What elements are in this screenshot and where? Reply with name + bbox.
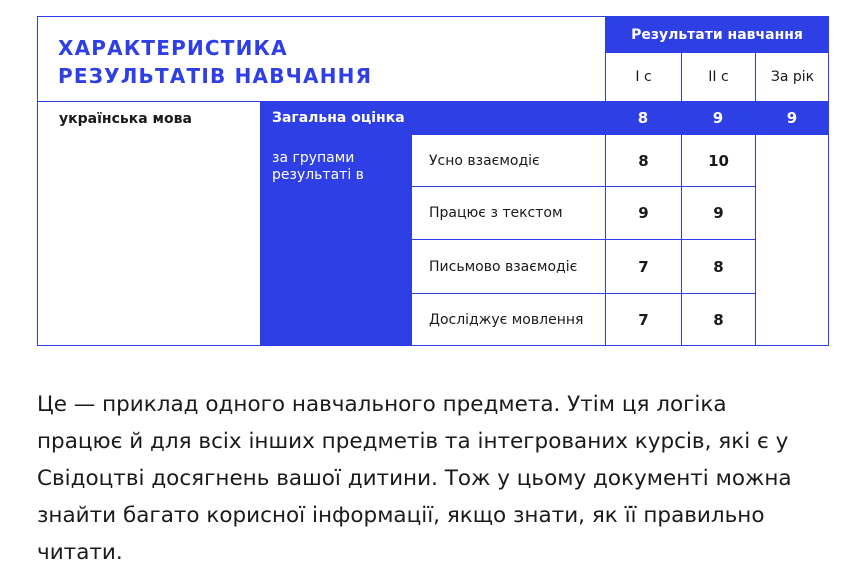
- row-s1: 7: [605, 239, 681, 293]
- row-s1: 7: [605, 293, 681, 346]
- overall-s2: 9: [712, 109, 724, 127]
- row-label: Усно взаємодіє: [429, 152, 540, 169]
- row-s2: 8: [681, 293, 755, 346]
- row-s1: 9: [605, 186, 681, 239]
- results-header: Результати навчання: [605, 17, 829, 53]
- row-s2: 10: [681, 135, 755, 186]
- paragraph-line: працює й для всіх інших предметів та інтегрованих курсів, які є у: [37, 429, 789, 454]
- overall-s1: 8: [637, 109, 649, 127]
- row-label: Досліджує мовлення: [412, 293, 605, 346]
- semester-1-header: І с: [605, 53, 681, 101]
- table-title: [58, 34, 372, 90]
- year-header: За рік: [755, 53, 829, 101]
- subject-name: українська мова: [38, 101, 260, 346]
- paragraph-line: знайти багато корисної інформації, якщо знати, як її правильно: [37, 503, 765, 528]
- year-empty-cell: [755, 135, 829, 346]
- title-line-1: ХАРАКТЕРИСТИКА: [58, 36, 288, 60]
- overall-year: 9: [786, 109, 798, 127]
- row-s2: 9: [681, 186, 755, 239]
- row-s2: 8: [681, 239, 755, 293]
- group-label: за групами результаті в: [260, 135, 412, 346]
- paragraph-line: читати.: [37, 540, 123, 565]
- paragraph-line: Це — приклад одного навчального предмета. Утім ця логіка: [37, 392, 727, 417]
- row-label: Працює з текстом: [412, 186, 605, 239]
- explanation-paragraph: [37, 386, 837, 571]
- row-s1: 8: [605, 135, 681, 186]
- semester-2-header: ІІ с: [681, 53, 755, 101]
- paragraph-line: Свідоцтві досягнень вашої дитини. Тож у цьому документі можна: [37, 466, 792, 491]
- title-line-2: РЕЗУЛЬТАТІВ НАВЧАННЯ: [58, 64, 373, 88]
- row-label: Письмово взаємодіє: [412, 239, 605, 293]
- overall-row: [260, 101, 829, 135]
- results-table: [37, 16, 829, 346]
- overall-label: Загальна оцінка: [272, 110, 405, 126]
